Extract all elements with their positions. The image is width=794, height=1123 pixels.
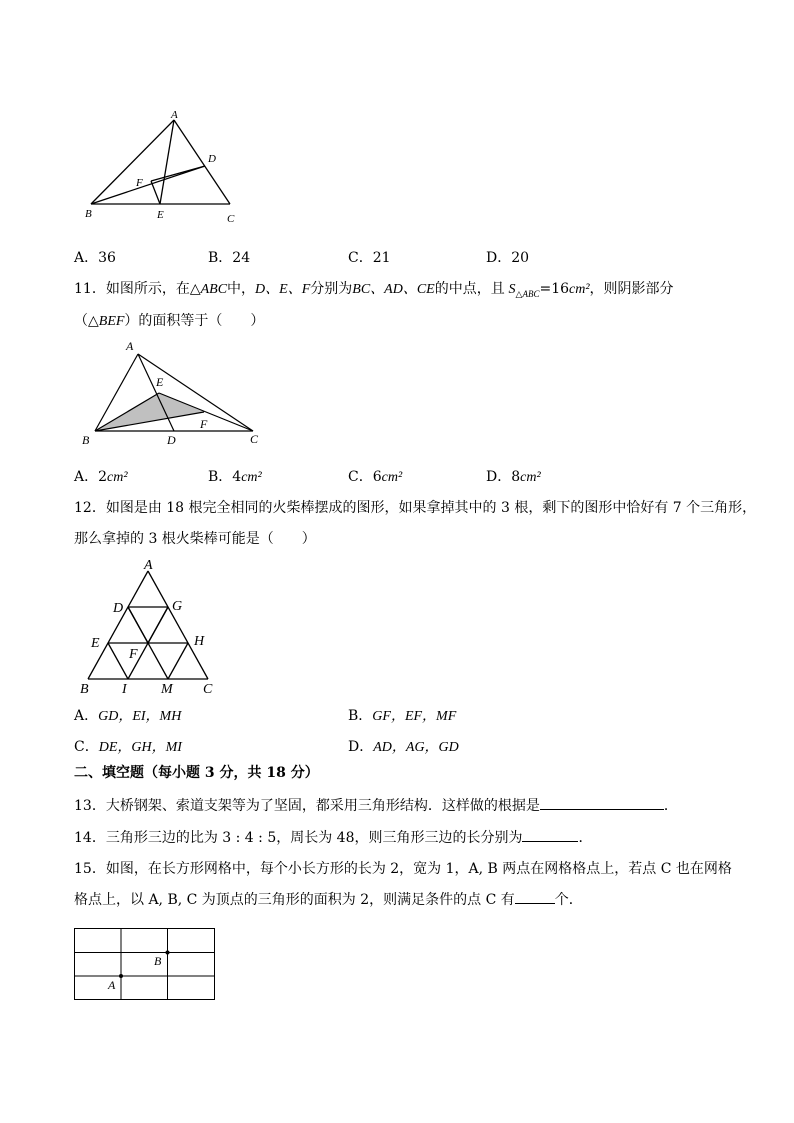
q15-grid-figure <box>72 926 218 1004</box>
option-letter: D． <box>348 739 374 755</box>
q13-text: 13．大桥钢架、索道支架等为了坚固，都采用三角形结构．这样做的根据是 <box>74 798 540 814</box>
option-value: DE，GH，MI <box>98 740 182 755</box>
q10-triangle-figure <box>80 110 250 225</box>
q11-segments: BC、AD、CE <box>352 282 435 297</box>
q10-label-A: A <box>171 110 178 121</box>
section-fill-in-title: 二、填空题（每小题 3 分，共 18 分） <box>74 765 319 781</box>
q12-option-c[interactable] <box>74 736 182 756</box>
q15-text: 格点上，以 A, B, C 为顶点的三角形的面积为 2，则满足条件的点 C 有 <box>74 892 515 908</box>
option-value: 4 <box>232 469 242 485</box>
q11-stem-line2 <box>74 310 264 330</box>
option-letter: A． <box>74 469 99 485</box>
option-letter: B． <box>208 469 233 485</box>
q11-label-F: F <box>200 417 208 431</box>
option-unit: cm² <box>381 470 403 485</box>
q11-text: 的中点，且 <box>434 281 505 297</box>
q15-stem-line1: 15．如图，在长方形网格中，每个小长方形的长为 2，宽为 1，A, B 两点在网格格点上，若点 C 也在网格 <box>74 861 732 877</box>
q11-stem-line1 <box>74 278 674 300</box>
q13-stem <box>74 795 678 815</box>
q11-triangle-abc: △ABC <box>189 282 228 297</box>
q10-label-B: B <box>85 208 92 220</box>
q11-area-symbol: S <box>508 282 516 297</box>
option-value: AD，AG，GD <box>373 740 459 755</box>
q15-answer-blank[interactable] <box>515 889 555 904</box>
q10-option-b[interactable]: B．24 <box>208 250 251 266</box>
q12-label-M: M <box>161 682 173 697</box>
option-letter: A． <box>74 708 99 724</box>
q10-option-c[interactable]: C．21 <box>348 250 391 266</box>
q11-text: ）的面积等于（ ） <box>124 313 265 329</box>
q14-answer-blank[interactable] <box>522 827 578 842</box>
q10-label-F: F <box>136 177 143 189</box>
option-value: 8 <box>511 469 521 485</box>
q14-text: 14．三角形三边的比为 3 : 4 : 5，周长为 48，则三角形三边的长分别为 <box>74 830 523 846</box>
q11-label-A: A <box>126 339 134 353</box>
q10-label-D: D <box>208 153 216 165</box>
q14-end: ． <box>578 830 593 846</box>
option-letter: C． <box>74 739 99 755</box>
q11-triangle-figure <box>78 336 268 451</box>
q12-option-d[interactable] <box>348 736 459 756</box>
q11-label-E: E <box>156 375 164 389</box>
q12-label-C: C <box>203 682 213 697</box>
q11-option-b[interactable] <box>208 466 262 486</box>
q11-area-unit: cm² <box>569 282 590 297</box>
q13-answer-blank[interactable] <box>540 795 664 810</box>
q10-option-d[interactable]: D．20 <box>486 250 530 266</box>
q10-option-a[interactable]: A．36 <box>74 250 116 266</box>
q12-label-G: G <box>172 599 183 614</box>
q11-area-value: =16 <box>539 281 570 297</box>
q11-text: （ <box>74 313 88 329</box>
q11-option-a[interactable] <box>74 466 128 486</box>
q12-label-I: I <box>122 682 127 697</box>
q11-option-c[interactable] <box>348 466 402 486</box>
option-unit: cm² <box>107 470 128 485</box>
q15-label-B: B <box>154 954 162 968</box>
option-unit: cm² <box>241 470 262 485</box>
q10-label-E: E <box>157 209 164 221</box>
q12-label-F: F <box>129 647 138 662</box>
option-letter: B． <box>348 708 373 724</box>
q12-matchstick-figure <box>76 555 226 700</box>
q12-option-a[interactable] <box>74 705 181 725</box>
q12-label-D: D <box>113 601 124 616</box>
q15-end: 个． <box>554 892 583 908</box>
q11-option-d[interactable] <box>486 466 541 486</box>
q11-text: ，则阴影部分 <box>589 281 674 297</box>
option-letter: C． <box>348 469 373 485</box>
option-value: 2 <box>98 469 108 485</box>
q12-stem-line1: 12．如图是由 18 根完全相同的火柴棒摆成的图形，如果拿掉其中的 3 根，剩下的图形中恰好有 7 个三角形， <box>74 500 757 516</box>
q12-label-H: H <box>194 634 205 649</box>
q11-triangle-bef: △BEF <box>88 314 125 329</box>
q11-points-def: D、E、F <box>255 282 311 297</box>
q11-label-B: B <box>82 433 90 447</box>
q13-end: ． <box>663 798 678 814</box>
q11-text: 分别为 <box>310 281 353 297</box>
q12-label-A: A <box>144 558 153 573</box>
q12-stem-line2: 那么拿掉的 3 根火柴棒可能是（ ） <box>74 531 316 547</box>
q11-label-C: C <box>250 432 259 446</box>
q14-stem <box>74 827 592 847</box>
q11-text: 中， <box>227 281 256 297</box>
q11-text: 11．如图所示，在 <box>74 281 190 297</box>
option-value: GF，EF，MF <box>372 709 457 724</box>
q15-stem-line2 <box>74 889 583 909</box>
q12-option-b[interactable] <box>348 705 456 725</box>
option-value: 6 <box>372 469 382 485</box>
q12-label-E: E <box>91 636 100 651</box>
q12-label-B: B <box>80 682 89 697</box>
q10-label-C: C <box>227 213 235 225</box>
option-letter: D． <box>486 469 512 485</box>
q11-label-D: D <box>167 433 176 447</box>
option-value: GD，EI，MH <box>98 709 182 724</box>
q11-area-subscript: △ABC <box>515 288 540 299</box>
q15-label-A: A <box>108 978 116 992</box>
option-unit: cm² <box>520 470 541 485</box>
